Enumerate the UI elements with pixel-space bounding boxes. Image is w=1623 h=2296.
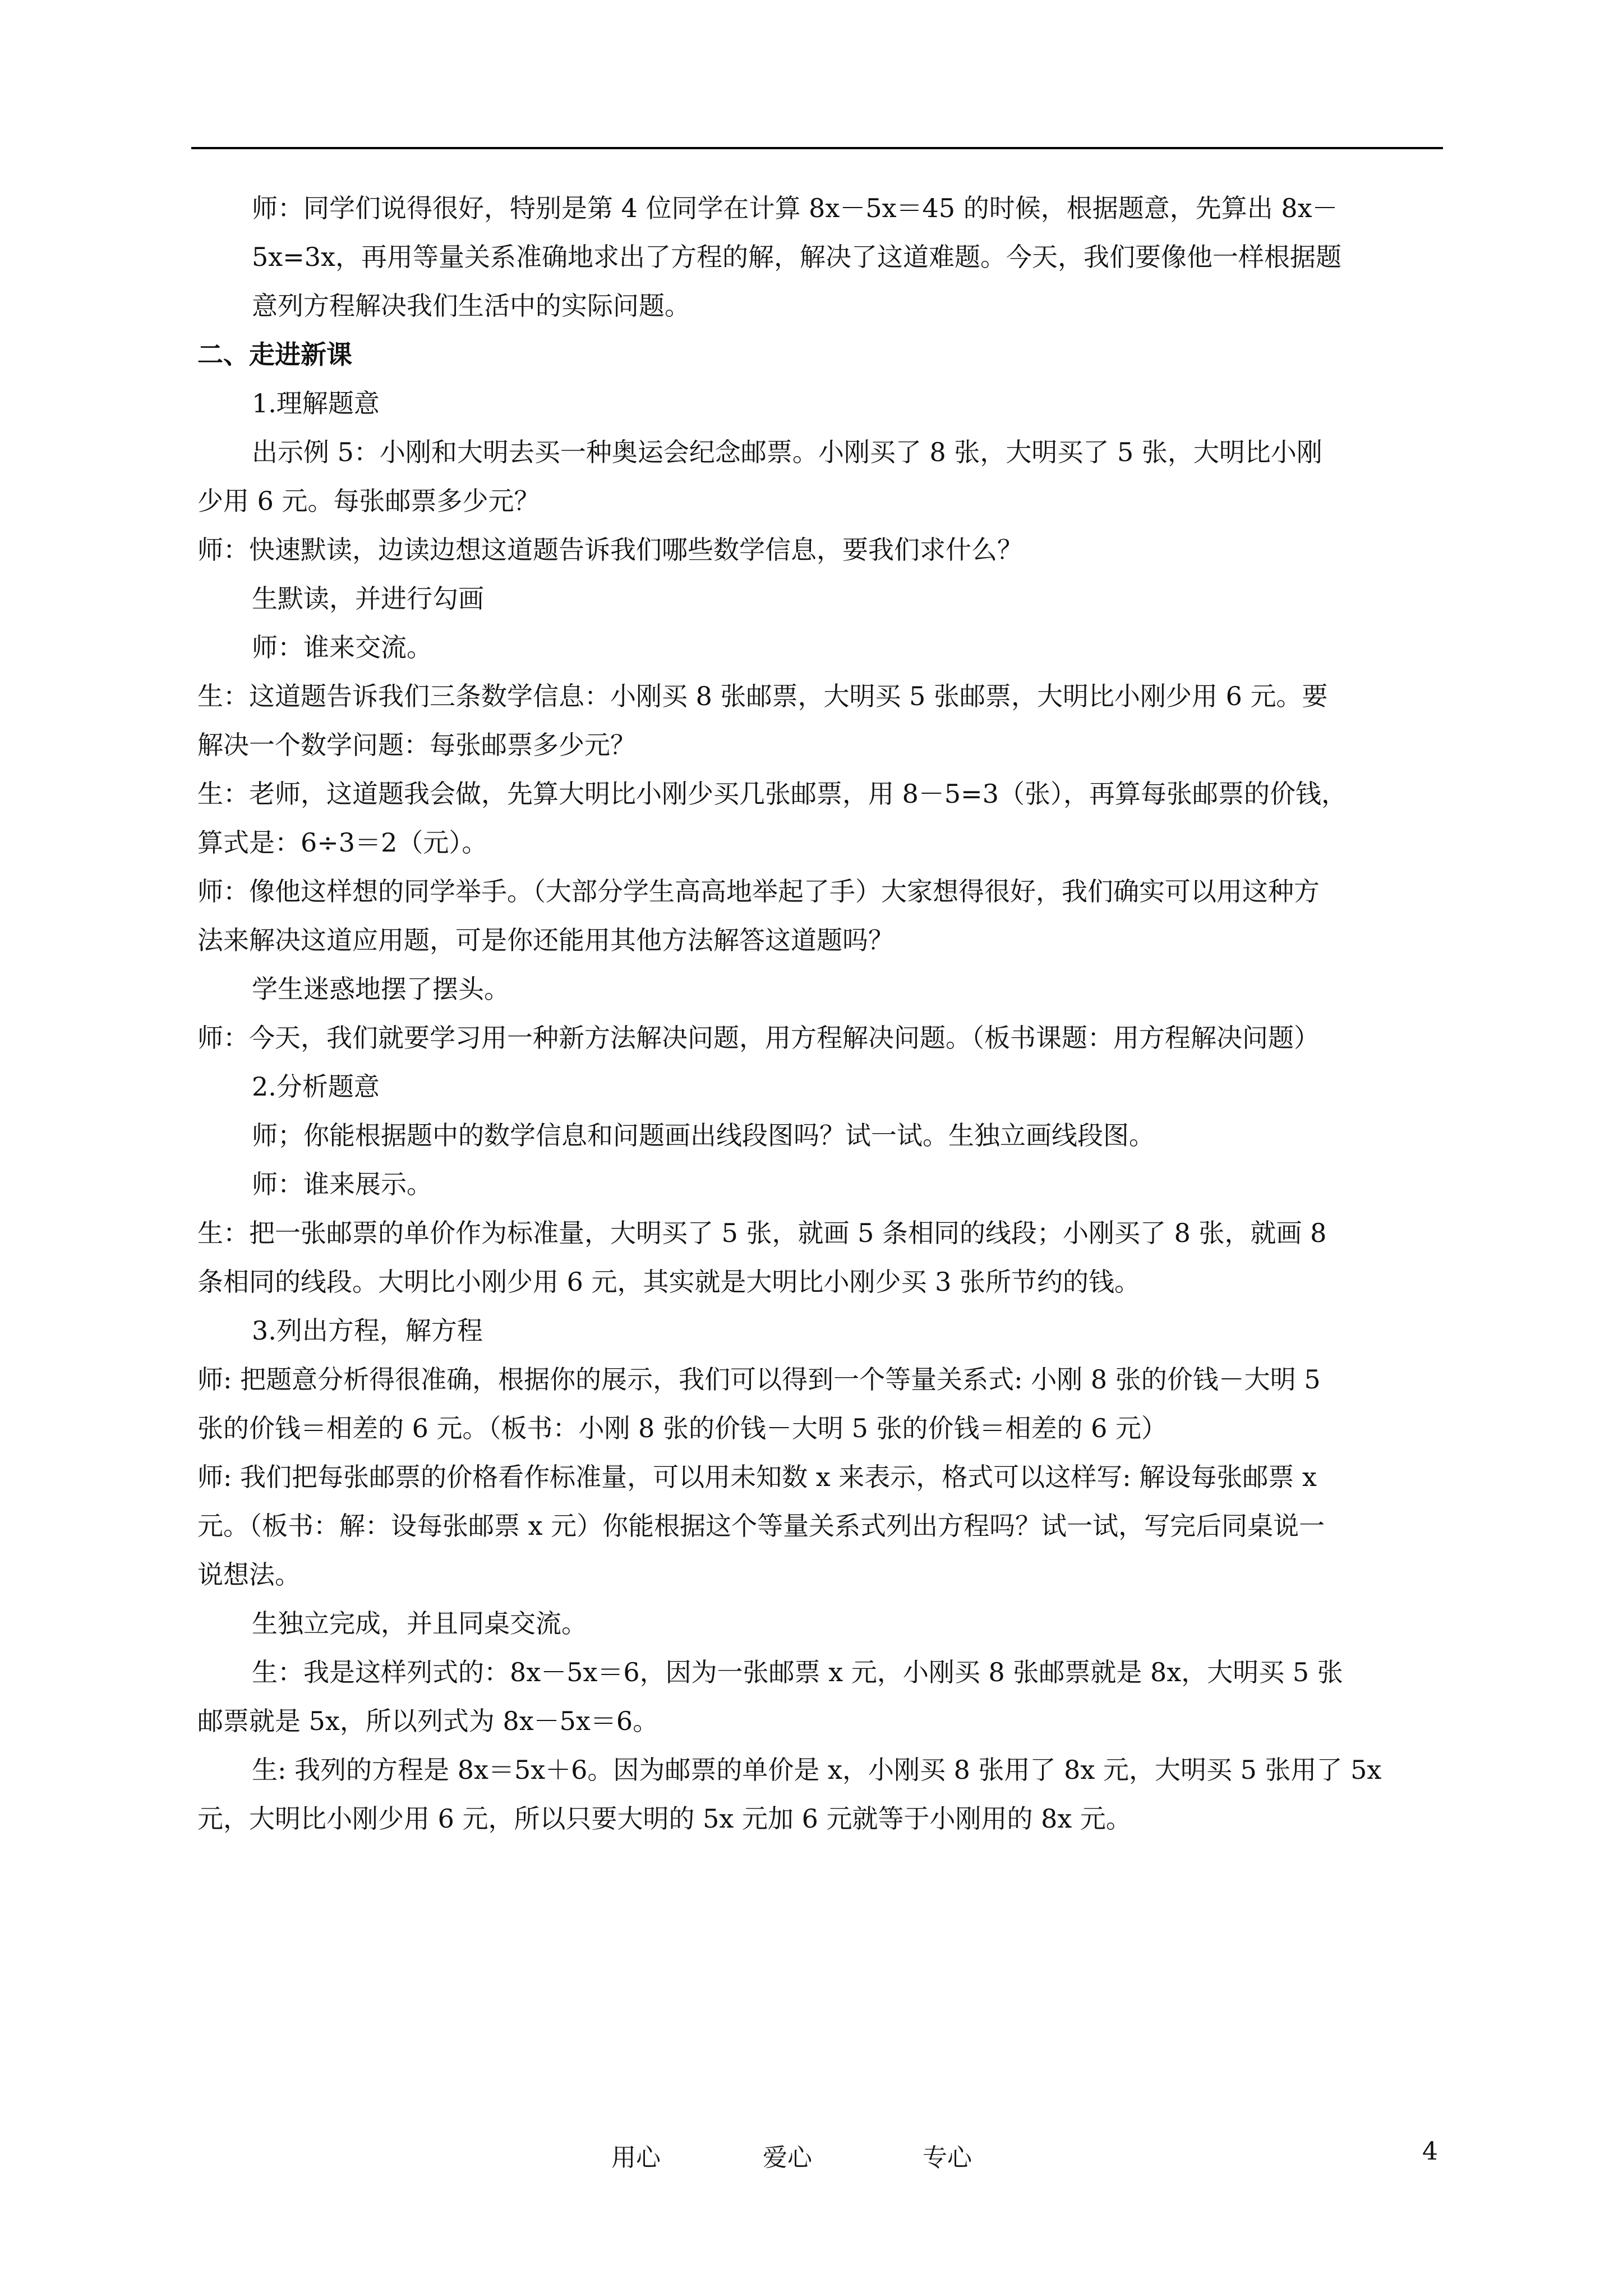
- text-line: 学生迷惑地摆了摆头。: [252, 974, 510, 1004]
- text-line: 师：今天，我们就要学习用一种新方法解决问题，用方程解决问题。（板书课题：用方程解决问题）: [197, 1023, 1320, 1053]
- document-body: [197, 184, 1441, 1843]
- footer-motto-1: 用心: [611, 2143, 661, 2172]
- text-line: 说想法。: [197, 1559, 301, 1590]
- text-line: 师：像他这样想的同学举手。（大部分学生高高地举起了手）大家想得很好，我们确实可以用这种方: [197, 876, 1320, 907]
- header-rule: [191, 147, 1443, 149]
- text-line: 1.理解题意: [252, 388, 380, 418]
- text-line: 生：把一张邮票的单价作为标准量，大明买了 5 张，就画 5 条相同的线段；小刚买了 8 张，就画 8: [197, 1218, 1327, 1248]
- footer-motto-3: 专心: [923, 2143, 972, 2172]
- text-line: 3.列出方程，解方程: [252, 1315, 483, 1346]
- text-line: 生：这道题告诉我们三条数学信息：小刚买 8 张邮票，大明买 5 张邮票，大明比小刚少用 6 元。要: [197, 681, 1328, 711]
- text-line: 师：谁来交流。: [252, 632, 432, 662]
- text-line: 元，大明比小刚少用 6 元，所以只要大明的 5x 元加 6 元就等于小刚用的 8x 元。: [197, 1803, 1132, 1834]
- text-line: 张的价钱＝相差的 6 元。（板书：小刚 8 张的价钱－大明 5 张的价钱＝相差的 6 元）: [197, 1413, 1168, 1443]
- text-line: 法来解决这道应用题，可是你还能用其他方法解答这道题吗？: [197, 925, 894, 955]
- page-footer: [0, 2137, 1623, 2171]
- page-number: 4: [1422, 2137, 1438, 2166]
- text-line: 出示例 5：小刚和大明去买一种奥运会纪念邮票。小刚买了 8 张，大明买了 5 张，大明比小刚: [252, 437, 1322, 467]
- text-line: 算式是：6÷3＝2（元）。: [197, 827, 488, 858]
- text-line: 生默读，并进行勾画: [252, 583, 484, 614]
- text-line: 2.分析题意: [252, 1071, 380, 1102]
- text-line: 邮票就是 5x，所以列式为 8x－5x＝6。: [197, 1706, 659, 1736]
- text-line: 师：谁来展示。: [252, 1169, 432, 1199]
- text-line: 少用 6 元。每张邮票多少元？: [197, 486, 540, 516]
- text-line: 生：我是这样列式的：8x－5x＝6，因为一张邮票 x 元，小刚买 8 张邮票就是 8x，大明买 5 张: [252, 1657, 1343, 1687]
- text-line: 师: 把题意分析得很准确，根据你的展示，我们可以得到一个等量关系式: 小刚 8 张的价钱－大明 5: [197, 1364, 1321, 1395]
- text-line: 意列方程解决我们生活中的实际问题。: [252, 291, 690, 321]
- text-line: 师：快速默读，边读边想这道题告诉我们哪些数学信息，要我们求什么？: [197, 535, 1023, 565]
- text-line: 解决一个数学问题：每张邮票多少元？: [197, 730, 636, 760]
- text-line: 生: 我列的方程是 8x＝5x＋6。因为邮票的单价是 x，小刚买 8 张用了 8x 元，大明买 5 张用了 5x: [252, 1755, 1382, 1785]
- text-line: 师: 我们把每张邮票的价格看作标准量，可以用未知数 x 来表示，格式可以这样写: 解设每张邮票 x: [197, 1462, 1317, 1492]
- text-line: 条相同的线段。大明比小刚少用 6 元，其实就是大明比小刚少买 3 张所节约的钱。: [197, 1267, 1141, 1297]
- text-line: 生独立完成，并且同桌交流。: [252, 1608, 587, 1639]
- text-line: 师；你能根据题中的数学信息和问题画出线段图吗？试一试。生独立画线段图。: [252, 1120, 1155, 1151]
- section-heading: 二、走进新课: [197, 339, 352, 370]
- text-line: 师：同学们说得很好，特别是第 4 位同学在计算 8x－5x＝45 的时候，根据题意，先算出 8x－: [252, 193, 1338, 223]
- text-line: 5x=3x，再用等量关系准确地求出了方程的解，解决了这道难题。今天，我们要像他一样根据题: [252, 242, 1341, 272]
- text-line: 元。（板书：解：设每张邮票 x 元）你能根据这个等量关系式列出方程吗？试一试，写完后同桌说一: [197, 1511, 1325, 1541]
- text-line: 生：老师，这道题我会做，先算大明比小刚少买几张邮票，用 8－5=3（张），再算每张邮票的价钱，: [197, 779, 1347, 809]
- footer-motto-2: 爱心: [763, 2143, 812, 2172]
